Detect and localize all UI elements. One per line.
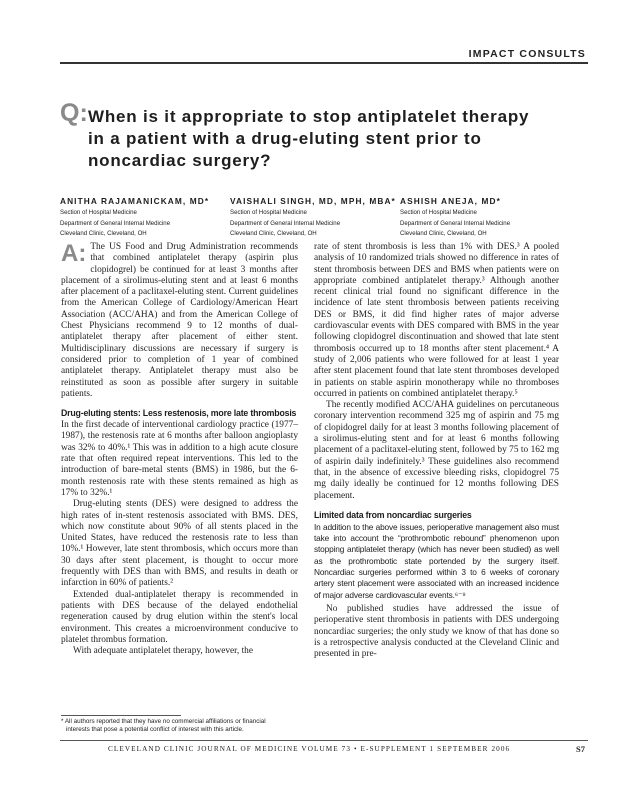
left-column	[61, 242, 298, 657]
footnote-line: interests that pose a potential conflict of interest with this article.	[66, 726, 244, 734]
footnote	[61, 718, 311, 735]
author-affiliation: Section of Hospital Medicine	[400, 209, 477, 216]
section-heading: Limited data from noncardiac surgeries	[314, 509, 472, 520]
body-paragraph: The recently modified ACC/AHA guidelines on percutaneous coronary intervention recommend 325 mg of aspirin and 75 mg of clopidogrel daily for at least 3 months following placement of a sirolimus-eluting stent and for at least 6 months following placement of a paclitaxel-eluting stent, followed by 75 to 162 mg of aspirin daily indefinitely.³ These guidelines also recommend that, in the absence of excessive bleeding risks, clopidogrel 75 mg daily ideally be continued for 12 months following DES placement.	[314, 400, 559, 501]
question-line: noncardiac surgery?	[88, 151, 272, 170]
answer-mark: A:	[61, 240, 87, 267]
author-name: ANITHA RAJAMANICKAM, MD*	[60, 196, 210, 206]
body-paragraph: With adequate antiplatelet therapy, however, the	[73, 646, 253, 657]
author-affiliation: Cleveland Clinic, Cleveland, OH	[400, 230, 487, 237]
author-2	[230, 196, 396, 239]
top-rule	[60, 62, 588, 64]
author-affiliation: Section of Hospital Medicine	[60, 209, 137, 216]
answer-text: The US Food and Drug Administration recommends that combined antiplatelet therapy (aspirin plus clopidogrel) be continued for at least 3 months after placement of a sirolimus-eluting stent and at least 6 months after placement of a paclitaxel-eluting stent. Current guidelines from the American College of Cardiology/American Heart Association (ACC/AHA) and from the American College of Chest Physicians recommend 9 to 12 months of dual-antiplatelet therapy after placement of either stent. Multidisciplinary discussions are necessary if surgery is considered prior to completion of 1 year of combined antiplatelet therapy. Antiplatelet therapy must also be reinstituted as soon as possible after surgery in suitable patients.	[61, 242, 298, 399]
footer-rule	[60, 740, 588, 741]
footnote-line: * All authors reported that they have no commercial affiliations or financial	[61, 718, 266, 725]
footnote-rule	[61, 715, 181, 716]
question-title	[88, 106, 588, 172]
body-paragraph: In addition to the above issues, perioperative management also must take into account the “prothrombotic rebound” phenomenon upon stopping antiplatelet therapy (which has never been studied) as well as the prothrombotic state portended by the surgery itself. Noncardiac surgeries performed within 3 to 6 weeks of coronary artery stent placement were associated with an increased incidence of major adverse cardiovascular events.⁶⁻⁹	[314, 521, 559, 600]
body-paragraph: Drug-eluting stents (DES) were designed to address the high rates of in-stent restenosis associated with BMS. DES, which now constitute about 90% of all stents placed in the United States, have reduced the restenosis rate to less than 10%.¹ However, late stent thrombosis, which occurs more than 30 days after stent placement, is thought to occur more frequently with DES than with BMS, and results in death or infarction in 60% of patients.²	[61, 499, 298, 589]
page-number: S7	[576, 744, 585, 754]
question-line: in a patient with a drug-eluting stent prior to	[88, 129, 482, 148]
body-paragraph: rate of stent thrombosis is less than 1% with DES.³ A pooled analysis of 10 randomized trials showed no difference in rates of stent thrombosis between DES and BMS when patients were on appropriate combined antiplatelet therapy.³ Although another recent clinical trial found no significant difference in the incidence of late stent thrombosis between patients receiving DES or BMS, it did find higher rates of major adverse cardiovascular events with DES compared with BMS in the year following clopidogrel discontinuation and showed that late stent thrombosis occurred up to 18 months after stent placement.⁴ A study of 2,006 patients who were followed for at least 1 year after stent placement found that late stent thromboses developed in patients on stable aspirin monotherapy while no thromboses occurred in patients on combined antiplatelet therapy.⁵	[314, 242, 559, 399]
author-affiliation: Department of General Internal Medicine	[60, 219, 171, 227]
author-name: VAISHALI SINGH, MD, MPH, MBA*	[230, 196, 396, 206]
author-affiliation: Department of General Internal Medicine	[230, 219, 341, 227]
answer-paragraph	[61, 242, 298, 400]
author-affiliation: Cleveland Clinic, Cleveland, OH	[230, 230, 317, 237]
author-affiliation: Section of Hospital Medicine	[230, 209, 307, 216]
author-3	[400, 196, 510, 239]
question-line: When is it appropriate to stop antiplatelet therapy	[88, 107, 530, 126]
body-paragraph: Extended dual-antiplatelet therapy is recommended in patients with DES because of the delayed endothelial regeneration caused by drug elution within the stent's local environment. This creates a microenvironment conducive to platelet thrombus formation.	[61, 589, 298, 645]
author-1	[60, 196, 209, 239]
right-column	[314, 242, 559, 660]
question-mark: Q:	[60, 99, 88, 127]
body-paragraph: No published studies have addressed the issue of perioperative stent thrombosis in patients with DES undergoing noncardiac surgeries; the only study we know of that has done so is a retrospective analysis conducted at the Cleveland Clinic and presented in pre-	[314, 603, 559, 660]
body-paragraph: In the first decade of interventional cardiology practice (1977–1987), the restenosis rate at 6 months after balloon angioplasty was 32% to 40%.¹ This was in addition to a high acute closure rate that often required repeat interventions. This led to the introduction of bare-metal stents (BMS) in 1986, but the 6-month restenosis rate with these stents remained as high as 17% to 32%.¹	[61, 420, 298, 498]
journal-footer: CLEVELAND CLINIC JOURNAL OF MEDICINE VOLUME 73 • E-SUPPLEMENT 1 SEPTEMBER 2006	[108, 745, 511, 753]
author-affiliation: Department of General Internal Medicine	[400, 219, 511, 227]
section-heading: Drug-eluting stents: Less restenosis, more late thrombosis	[61, 408, 297, 419]
section-label: IMPACT CONSULTS	[468, 48, 586, 60]
author-name: ASHISH ANEJA, MD*	[400, 196, 501, 206]
author-affiliation: Cleveland Clinic, Cleveland, OH	[60, 230, 147, 237]
